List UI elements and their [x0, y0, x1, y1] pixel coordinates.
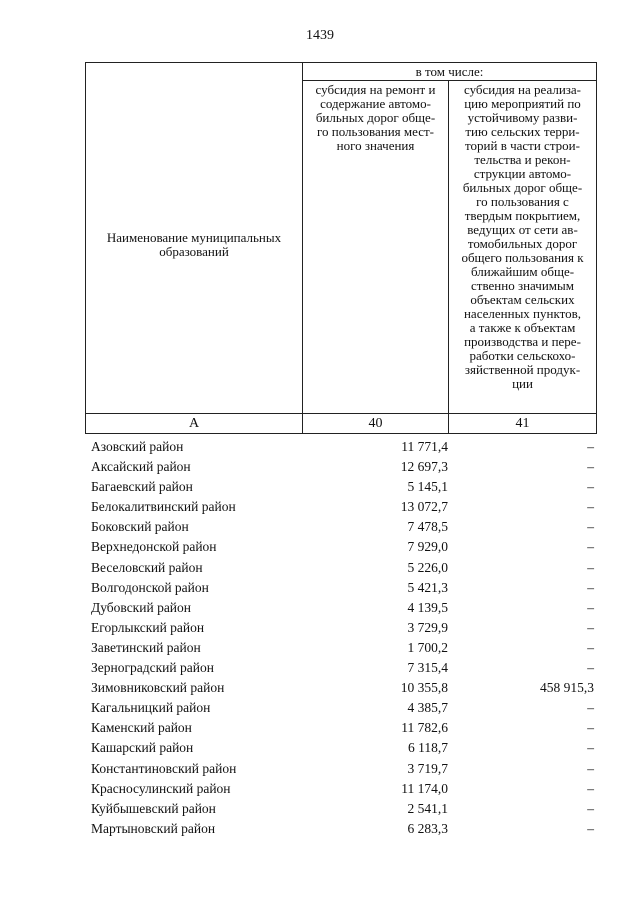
- table-row: [85, 517, 598, 537]
- value-col-40: 7 929,0: [407, 539, 448, 555]
- column-header-name: [86, 63, 303, 414]
- value-col-41: –: [587, 800, 594, 816]
- table-row: [85, 477, 598, 497]
- table-row: [85, 497, 598, 517]
- value-col-40: 6 283,3: [407, 820, 448, 836]
- value-col-40: 10 355,8: [400, 680, 448, 696]
- table-row: [85, 658, 598, 678]
- value-col-41: –: [587, 660, 594, 676]
- table-row: [85, 698, 598, 718]
- value-col-41: –: [587, 439, 594, 454]
- table-row: [85, 598, 598, 618]
- district-name: Каменский район: [91, 720, 192, 736]
- value-col-40: 6 118,7: [408, 740, 448, 756]
- value-col-41: –: [587, 559, 594, 575]
- value-col-40: 4 139,5: [407, 599, 448, 615]
- table-row: [85, 638, 598, 658]
- column-header-40: [303, 81, 449, 414]
- district-name: Заветинский район: [91, 639, 201, 655]
- district-name: Белокалитвинский район: [91, 499, 236, 515]
- value-col-40: 7 315,4: [407, 660, 448, 676]
- district-name: Егорлыкский район: [91, 619, 205, 635]
- value-col-41: –: [587, 459, 594, 475]
- table-row: [85, 779, 598, 799]
- table-row: [85, 799, 598, 819]
- value-col-40: 13 072,7: [400, 499, 448, 515]
- value-col-41: –: [587, 780, 594, 796]
- table-row: [85, 819, 598, 839]
- district-name: Мартыновский район: [91, 820, 216, 836]
- value-col-41: –: [587, 579, 594, 595]
- table-row: [85, 437, 598, 457]
- value-col-41: –: [587, 499, 594, 515]
- district-name: Куйбышевский район: [91, 800, 216, 816]
- value-col-40: 1 700,2: [407, 639, 448, 655]
- value-col-40: 5 145,1: [407, 479, 448, 495]
- district-name: Кагальницкий район: [91, 700, 211, 716]
- table-row: [85, 759, 598, 779]
- value-col-41: –: [587, 539, 594, 555]
- table-row: [85, 537, 598, 557]
- column-header-40-label: субсидия на ремонт и содержание автомо- бильных дорог общe- го пользования мест- ного значения: [315, 82, 436, 153]
- table-row: [85, 558, 598, 578]
- column-group-including: в том числе:: [303, 63, 597, 81]
- page-number: 1439: [306, 28, 334, 43]
- district-name: Зимовниковский район: [91, 680, 225, 696]
- value-col-41: –: [587, 700, 594, 716]
- column-index-40: 40: [303, 414, 449, 434]
- value-col-40: 11 771,4: [401, 439, 448, 454]
- value-col-40: 5 421,3: [407, 579, 448, 595]
- district-name: Зерноградский район: [91, 660, 214, 676]
- value-col-41: –: [587, 599, 594, 615]
- district-name: Верхнедонской район: [91, 539, 217, 555]
- table-row: [85, 578, 598, 598]
- value-col-41: –: [587, 619, 594, 635]
- district-name: Кашарский район: [91, 740, 194, 756]
- column-header-41: [449, 81, 597, 414]
- district-name: Константиновский район: [91, 760, 237, 776]
- district-name: Боковский район: [91, 519, 189, 535]
- district-name: Волгодонской район: [91, 579, 209, 595]
- value-col-41: –: [587, 760, 594, 776]
- table-row: [85, 457, 598, 477]
- district-name: Красносулинский район: [91, 780, 231, 796]
- value-col-40: 11 174,0: [401, 780, 448, 796]
- value-col-40: 12 697,3: [400, 459, 448, 475]
- value-col-41: –: [587, 639, 594, 655]
- district-name: Веселовский район: [91, 559, 203, 575]
- table-row: [85, 678, 598, 698]
- value-col-40: 5 226,0: [407, 559, 448, 575]
- district-name: Аксайский район: [91, 459, 191, 475]
- table-body: [85, 437, 598, 839]
- table-row: [85, 738, 598, 758]
- value-col-40: 3 729,9: [407, 619, 448, 635]
- value-col-41: –: [587, 479, 594, 495]
- table-row: [85, 718, 598, 738]
- table-header: [85, 62, 597, 434]
- column-index-41: 41: [449, 414, 597, 434]
- value-col-41: 458 915,3: [540, 680, 594, 696]
- column-header-41-label: субсидия на реализа- цию мероприятий по устойчивому разви- тию сельских терри- торий в части строи- тельства и рекон- струкции автомо- бильных дорог обще- го пользования с твердым покрытием, ведущих от сети ав- томобильных дорог общего пользования к ближайшим обще- ственно значимым объектам сельских населенных пунктов, а также к объектам производства и пере- работки сельскохо- зяйственной продук- ции: [461, 82, 584, 391]
- table-row: [85, 618, 598, 638]
- value-col-40: 3 719,7: [407, 760, 448, 776]
- value-col-41: –: [587, 740, 594, 756]
- value-col-40: 2 541,1: [407, 800, 448, 816]
- value-col-40: 4 385,7: [407, 700, 448, 716]
- district-name: Багаевский район: [91, 479, 193, 495]
- district-name: Азовский район: [91, 439, 184, 454]
- value-col-41: –: [587, 820, 594, 836]
- column-header-name-label: Наименование муниципальных образований: [106, 230, 282, 259]
- value-col-40: 7 478,5: [407, 519, 448, 535]
- column-index-a: А: [86, 414, 303, 434]
- value-col-40: 11 782,6: [401, 720, 448, 736]
- column-index-row: [86, 414, 597, 434]
- value-col-41: –: [587, 519, 594, 535]
- district-name: Дубовский район: [91, 599, 192, 615]
- value-col-41: –: [587, 720, 594, 736]
